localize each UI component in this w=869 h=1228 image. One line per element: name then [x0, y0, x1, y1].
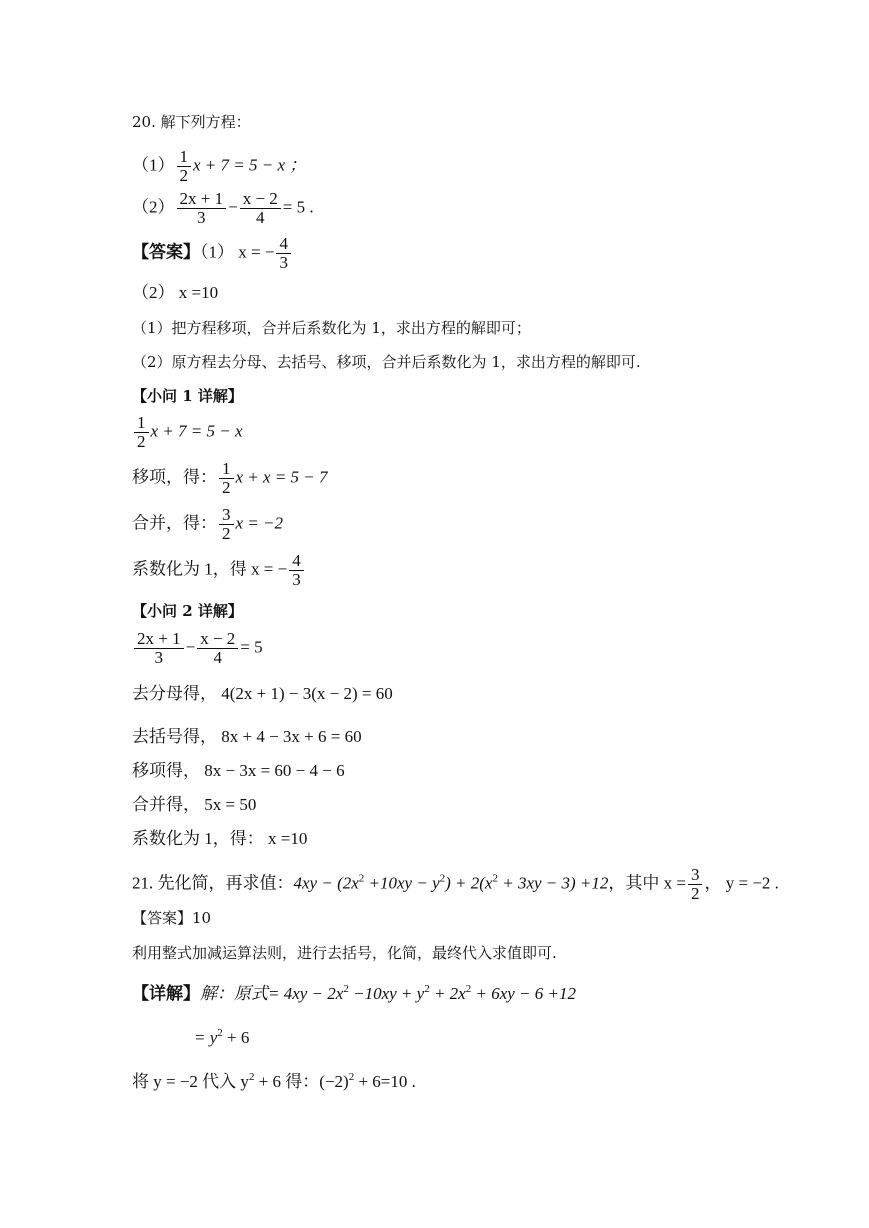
fraction: $\frac{4}{3}$ — [276, 235, 291, 272]
q21-detail: 【详解】解：原式= $4xy - 2x^2 -10xy + y^2 + 2x^2 + 6xy - 6 +12$ — [132, 983, 576, 1003]
q20-analysis2: （2）原方程去分母、去括号、移项，合并后系数化为 1，求出方程的解即可. — [132, 353, 641, 371]
fraction: $\frac{2x + 1}{3}$ — [177, 190, 227, 227]
q21-substitute: 将 y = −2 代入 $y^2 + 6$ 得：$(-2)^2 + 6=10$ . — [132, 1071, 416, 1091]
detail1-label: 【小问 1 详解】 — [132, 387, 243, 405]
q20-answer2: （2） x =10 — [132, 283, 219, 302]
d2-step4: 合并得， 5x = 50 — [132, 795, 257, 814]
fraction: $\frac{3}{2}$ — [688, 866, 703, 903]
d1-equation: $\frac{1}{2}$ x + 7 = 5 − x — [132, 414, 243, 451]
d2-equation: $\frac{2x + 1}{3}$ − $\frac{x - 2}{4}$ = 5 — [132, 630, 263, 667]
fraction: $\frac{4}{3}$ — [289, 552, 304, 589]
d1-step2: 合并，得： $\frac{3}{2}$ x = −2 — [132, 505, 283, 543]
q20-answer: 【答案】（1） x = − $\frac{4}{3}$ — [132, 235, 293, 272]
q21-analysis: 利用整式加减运算法则，进行去括号，化简，最终代入求值即可. — [132, 944, 557, 962]
fraction: $\frac{x - 2}{4}$ — [240, 190, 281, 227]
d2-step5: 系数化为 1，得： x =10 — [132, 829, 308, 848]
fraction: $\frac{1}{2}$ — [219, 460, 234, 497]
q21-step2: = $y^2 + 6$ — [194, 1027, 250, 1047]
fraction: $\frac{2x + 1}{3}$ — [134, 630, 184, 667]
d2-step1: 去分母得， 4(2x + 1) − 3(x − 2) = 60 — [132, 684, 393, 703]
fraction: $\frac{1}{2}$ — [134, 414, 149, 451]
d2-step2: 去括号得， 8x + 4 − 3x + 6 = 60 — [132, 727, 362, 746]
fraction: $\frac{3}{2}$ — [219, 506, 234, 543]
q20-title: 20. 解下列方程： — [132, 113, 251, 131]
q20-part2: （2） $\frac{2x + 1}{3}$ − $\frac{x - 2}{4}$ = 5 . — [132, 189, 314, 227]
d1-step1: 移项，得： $\frac{1}{2}$ x + x = 5 − 7 — [132, 459, 328, 497]
q20-part1: （1） $\frac{1}{2}$ x + 7 = 5 − x ； — [132, 147, 307, 185]
fraction: $\frac{1}{2}$ — [177, 148, 192, 185]
q21-title: 21. 先化简，再求值：$4xy - (2x^2 +10xy - y^2) + 2(x^2 + 3xy - 3) +12$，其中 x = $\frac{3}{2}$ ， y = −2 . — [132, 865, 779, 903]
q21-answer: 【答案】10 — [132, 909, 212, 927]
fraction: $\frac{x - 2}{4}$ — [197, 630, 238, 667]
d2-step3: 移项得， 8x − 3x = 60 − 4 − 6 — [132, 761, 345, 780]
d1-step3: 系数化为 1，得 x = − $\frac{4}{3}$ — [132, 552, 306, 589]
q20-analysis1: （1）把方程移项，合并后系数化为 1，求出方程的解即可； — [132, 319, 531, 337]
detail2-label: 【小问 2 详解】 — [132, 602, 243, 620]
